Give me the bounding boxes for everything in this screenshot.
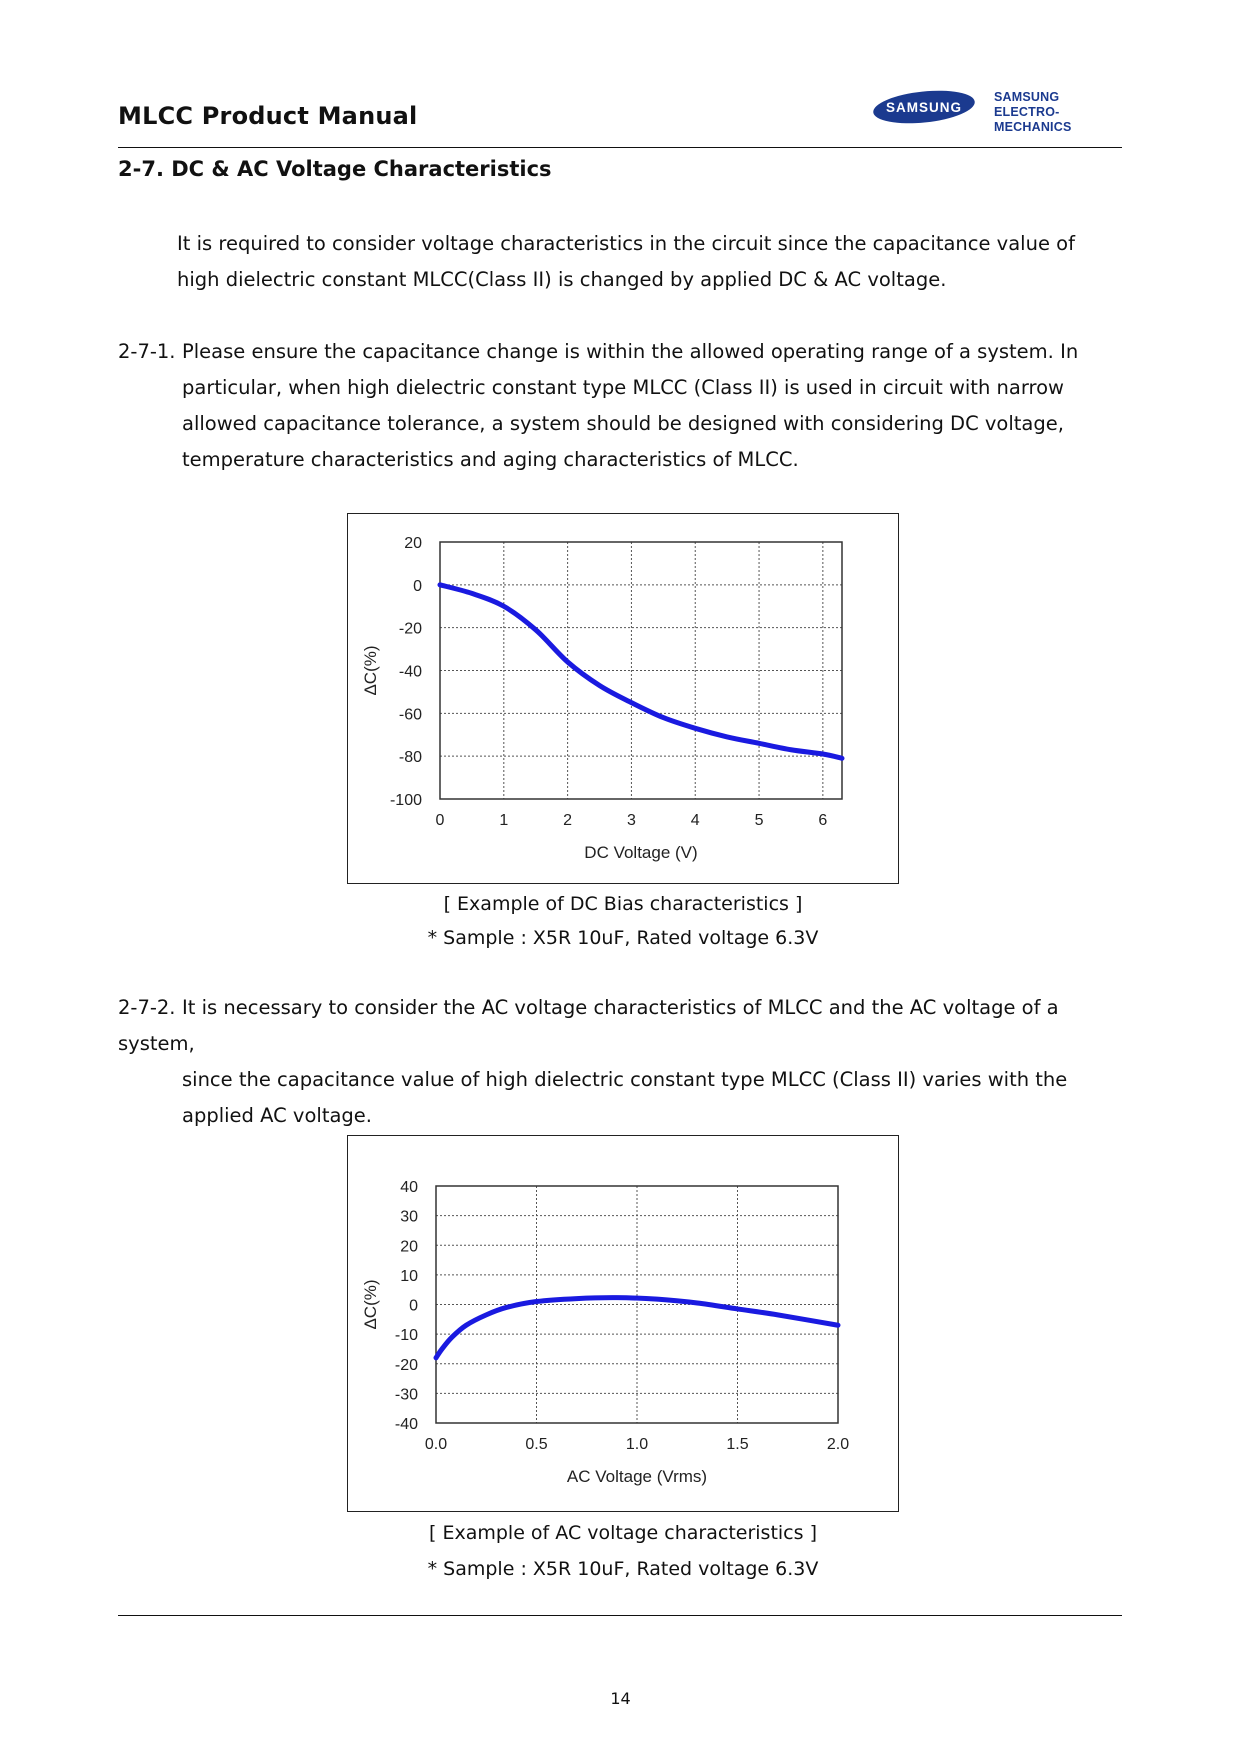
ac-voltage-y-tick-label: -30 bbox=[394, 1386, 418, 1404]
ac-voltage-y-tick-label: -10 bbox=[394, 1327, 418, 1345]
dc-bias-y-axis-label: ΔC(%) bbox=[361, 645, 380, 696]
ac-voltage-y-tick-label: -40 bbox=[394, 1416, 418, 1433]
dc-bias-x-axis-label: DC Voltage (V) bbox=[584, 843, 698, 862]
dc-bias-x-tick-label: 5 bbox=[754, 812, 764, 829]
dc-bias-y-tick-label: -60 bbox=[398, 706, 422, 724]
item-first-line: It is necessary to consider the AC voltage characteristics of MLCC and the AC voltage of a system, bbox=[118, 996, 1059, 1055]
intro-paragraph: It is required to consider voltage characteristics in the circuit since the capacitance value of high dielectric constant MLCC(Class II) is changed by applied DC & AC voltage. bbox=[177, 232, 1075, 291]
page-number: 14 bbox=[610, 1689, 631, 1708]
dc-bias-y-tick-label: 0 bbox=[413, 577, 422, 595]
ac-voltage-y-tick-label: 0 bbox=[409, 1297, 418, 1315]
document-title: MLCC Product Manual bbox=[118, 102, 418, 130]
item-number: 2-7-1. bbox=[118, 340, 176, 363]
ac-voltage-y-axis-label: ΔC(%) bbox=[361, 1279, 380, 1330]
ac-voltage-figure bbox=[347, 1135, 899, 1512]
section-heading: 2-7. DC & AC Voltage Characteristics bbox=[118, 157, 552, 181]
samsung-oval-icon bbox=[872, 90, 976, 124]
item-body: particular, when high dielectric constant type MLCC (Class II) is used in circuit with narrow allowed capacitance tolerance, a system should be designed with considering DC voltage, temperature characteristics and aging characteristics of MLCC. bbox=[182, 376, 1064, 471]
dc-bias-sample-note: * Sample : X5R 10uF, Rated voltage 6.3V bbox=[427, 927, 819, 949]
footer-divider bbox=[118, 1615, 1122, 1616]
ac-voltage-caption: [ Example of AC voltage characteristics ] bbox=[429, 1522, 817, 1544]
dc-bias-x-tick-label: 1 bbox=[499, 812, 509, 829]
dc-bias-y-tick-label: -100 bbox=[389, 792, 422, 809]
ac-voltage-x-tick-label: 1.0 bbox=[625, 1436, 649, 1453]
ac-voltage-x-tick-label: 0.0 bbox=[424, 1436, 448, 1453]
ac-voltage-y-tick-label: 30 bbox=[400, 1208, 418, 1226]
logo-brand-line1: SAMSUNG bbox=[994, 90, 1060, 104]
dc-bias-y-tick-label: -20 bbox=[398, 620, 422, 638]
item-2-7-2 bbox=[118, 990, 1122, 1134]
dc-bias-x-tick-label: 3 bbox=[626, 812, 636, 829]
ac-voltage-chart bbox=[348, 1136, 897, 1510]
samsung-logo bbox=[872, 84, 1134, 134]
ac-voltage-y-tick-label: 10 bbox=[400, 1267, 418, 1285]
dc-bias-caption: [ Example of DC Bias characteristics ] bbox=[443, 893, 803, 915]
ac-voltage-x-tick-label: 2.0 bbox=[826, 1436, 850, 1453]
ac-voltage-x-axis-label: AC Voltage (Vrms) bbox=[566, 1467, 708, 1486]
dc-bias-figure bbox=[347, 513, 899, 884]
logo-brand-text bbox=[994, 90, 1134, 135]
ac-voltage-sample-note: * Sample : X5R 10uF, Rated voltage 6.3V bbox=[427, 1558, 819, 1580]
item-first-line: Please ensure the capacitance change is within the allowed operating range of a system. In bbox=[182, 340, 1079, 363]
dc-bias-y-tick-label: -40 bbox=[398, 663, 422, 681]
dc-bias-chart bbox=[348, 514, 897, 882]
dc-bias-x-tick-label: 2 bbox=[563, 812, 573, 829]
ac-voltage-y-tick-label: -20 bbox=[394, 1356, 418, 1374]
item-number: 2-7-2. bbox=[118, 996, 176, 1019]
dc-bias-x-tick-label: 6 bbox=[818, 812, 828, 829]
dc-bias-y-tick-label: 20 bbox=[404, 535, 422, 552]
ac-voltage-y-tick-label: 20 bbox=[400, 1238, 418, 1256]
dc-bias-series-line bbox=[440, 585, 842, 758]
ac-voltage-x-tick-label: 1.5 bbox=[726, 1436, 749, 1453]
item-body: since the capacitance value of high dielectric constant type MLCC (Class II) varies with the applied AC voltage. bbox=[182, 1068, 1068, 1127]
item-2-7-1 bbox=[118, 334, 1122, 478]
ac-voltage-x-tick-label: 0.5 bbox=[525, 1436, 548, 1453]
dc-bias-y-tick-label: -80 bbox=[398, 749, 422, 767]
ac-voltage-y-tick-label: 40 bbox=[400, 1179, 418, 1196]
dc-bias-x-tick-label: 0 bbox=[435, 812, 445, 829]
dc-bias-x-tick-label: 4 bbox=[690, 812, 700, 829]
header-divider bbox=[118, 147, 1122, 148]
logo-oval-text: SAMSUNG bbox=[885, 100, 963, 115]
logo-brand-line2: ELECTRO-MECHANICS bbox=[994, 105, 1072, 134]
